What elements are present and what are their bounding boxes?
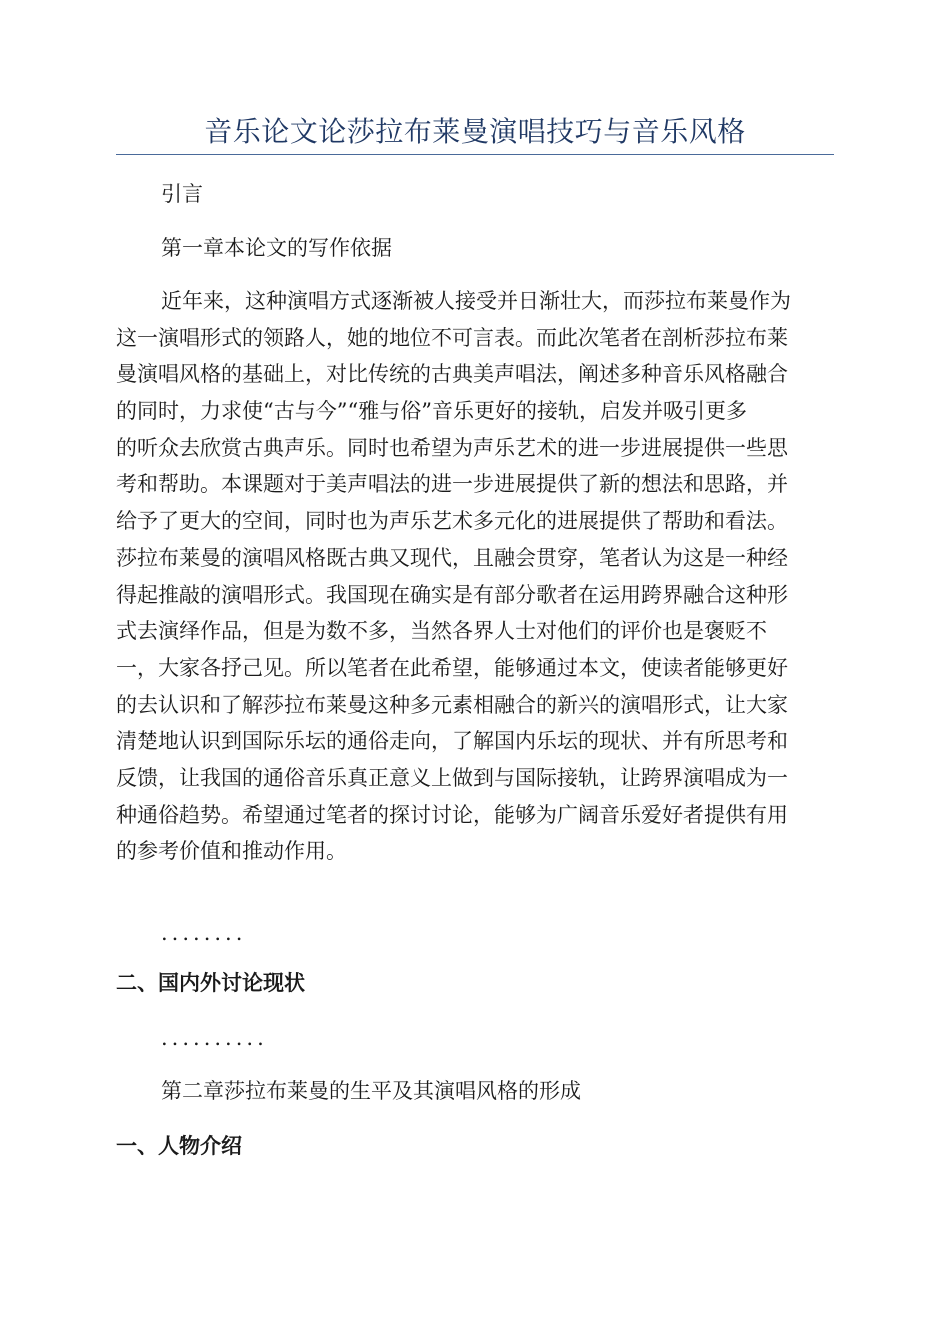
- paragraph-line: 的去认识和了解莎拉布莱曼这种多元素相融合的新兴的演唱形式，让大家: [116, 692, 788, 717]
- intro-label: 引言: [161, 182, 203, 206]
- paragraph-line: 莎拉布莱曼的演唱风格既古典又现代，且融会贯穿，笔者认为这是一种经: [116, 545, 788, 570]
- paragraph-line: 一，大家各抒己见。所以笔者在此希望，能够通过本文，使读者能够更好: [116, 655, 788, 680]
- paragraph-line: 得起推敲的演唱形式。我国现在确实是有部分歌者在运用跨界融合这种形: [116, 582, 788, 607]
- document-title: 音乐论文论莎拉布莱曼演唱技巧与音乐风格: [204, 115, 746, 148]
- paragraph-line: 清楚地认识到国际乐坛的通俗走向，了解国内乐坛的现状、并有所思考和: [116, 729, 788, 754]
- section1-heading: 一、人物介绍: [116, 1133, 242, 1158]
- chapter1-heading: 第一章本论文的写作依据: [161, 236, 392, 260]
- paragraph-line: 考和帮助。本课题对于美声唱法的进一步进展提供了新的想法和思路，并: [116, 472, 788, 497]
- paragraph-line: 近年来，这种演唱方式逐渐被人接受并日渐壮大，而莎拉布莱曼作为: [161, 289, 791, 313]
- paragraph-line: 给予了更大的空间，同时也为声乐艺术多元化的进展提供了帮助和看法。: [116, 509, 788, 534]
- paragraph-line: 种通俗趋势。希望通过笔者的探讨讨论，能够为广阔音乐爱好者提供有用: [116, 802, 788, 827]
- ellipsis-2: ..........: [161, 1026, 268, 1050]
- paragraph-line: 这一演唱形式的领路人，她的地位不可言表。而此次笔者在剖析莎拉布莱: [116, 325, 788, 350]
- ellipsis-1: ........: [161, 921, 247, 945]
- chapter1-body-paragraph: [116, 283, 832, 870]
- chapter2-heading: 第二章莎拉布莱曼的生平及其演唱风格的形成: [161, 1079, 581, 1103]
- paragraph-line: 的听众去欣赏古典声乐。同时也希望为声乐艺术的进一步进展提供一些思: [116, 435, 788, 460]
- section2-heading: 二、国内外讨论现状: [116, 970, 305, 995]
- paragraph-line: 反馈，让我国的通俗音乐真正意义上做到与国际接轨，让跨界演唱成为一: [116, 765, 788, 790]
- paragraph-line: 的参考价值和推动作用。: [116, 839, 347, 864]
- paragraph-line: 式去演绎作品，但是为数不多，当然各界人士对他们的评价也是褒贬不: [116, 619, 767, 644]
- title-underline: [116, 154, 834, 155]
- paragraph-line: 的同时，力求使“古与今”“雅与俗”音乐更好的接轨，启发并吸引更多: [116, 399, 747, 424]
- paragraph-line: 曼演唱风格的基础上，对比传统的古典美声唱法，阐述多种音乐风格融合: [116, 362, 788, 387]
